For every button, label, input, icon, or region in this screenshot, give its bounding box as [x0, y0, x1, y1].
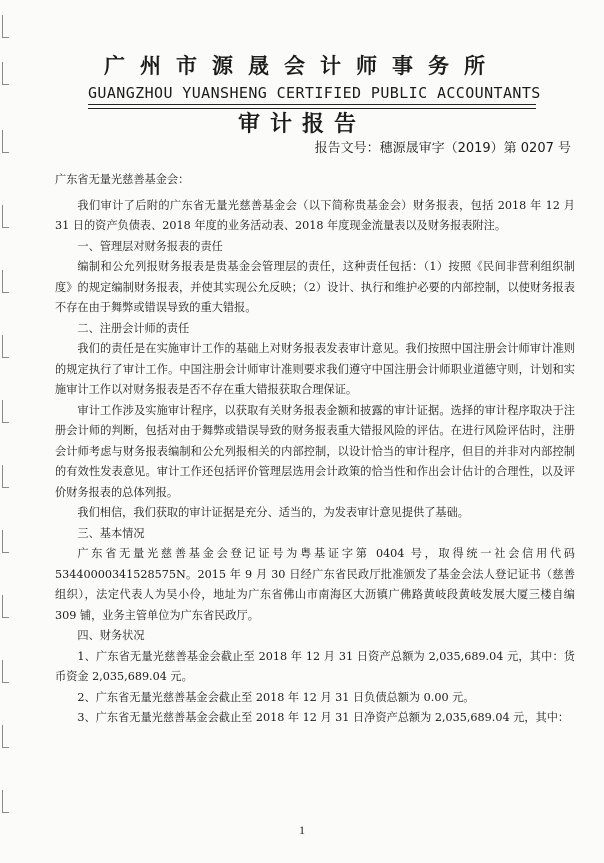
- firm-name-english: GUANGZHOU YUANSHENG CERTIFIED PUBLIC ACCOUNTANTS: [88, 84, 541, 102]
- binding-tick: [2, 400, 9, 423]
- section-heading-auditor: 二、注册会计师的责任: [77, 321, 190, 335]
- binding-tick: [2, 725, 9, 748]
- section-heading-basic-info: 三、基本情况: [77, 526, 145, 540]
- management-paragraph: 编制和公允列报财务报表是贵基金会管理层的责任，这种责任包括：（1）按照《民间非营利组织制度》的规定编制财务报表，并使其实现公允反映；（2）设计、执行和维护必要的内部控制，以使财务报表不存在由于舞弊或错误导致的重大错报。: [55, 260, 575, 314]
- binding-tick: [2, 15, 9, 38]
- auditor-paragraph: 我们的责任是在实施审计工作的基础上对财务报表发表审计意见。我们按照中国注册会计师审计准则的规定执行了审计工作。中国注册会计师审计准则要求我们遵守中国注册会计师职业道德守则，计划和实施审计工作以对财务报表是否不存在重大错报获取合理保证。: [55, 342, 575, 396]
- binding-tick: [2, 530, 9, 553]
- header-rule: [88, 104, 536, 105]
- report-title: 审计报告: [237, 111, 366, 137]
- addressee: 广东省无量光慈善基金会：: [55, 173, 190, 186]
- binding-tick: [2, 790, 9, 813]
- basic-info-paragraph: 广东省无量光慈善基金会登记证号为粤基证字第 0404 号，取得统一社会信用代码53440000341528575N。2015 年 9 月 30 日经广东省民政厅批准颁发了基金会法人登记证书（慈善组织），法定代表人为吴小伶，地址为广东省佛山市南海区大沥镇广佛路黄岐段黄岐发展大厦三楼自编 309 铺，业务主管单位为广东省民政厅。: [55, 547, 575, 622]
- binding-tick: [2, 660, 9, 683]
- intro-paragraph: 我们审计了后附的广东省无量光慈善基金会（以下简称贵基金会）财务报表，包括 2018 年 12 月 31 日的资产负债表、2018 年度的业务活动表、2018 年度现金流量表以及财务报表附注。: [55, 198, 575, 232]
- financial-item: 2、广东省无量光慈善基金会截止至 2018 年 12 月 31 日负债总额为 0.00 元。: [77, 690, 475, 704]
- financial-item: 1、广东省无量光慈善基金会截止至 2018 年 12 月 31 日资产总额为 2,035,689.04 元，其中：货币资金 2,035,689.04 元。: [55, 649, 575, 683]
- binding-tick: [2, 205, 9, 228]
- page-number: 1: [299, 823, 305, 837]
- auditor-paragraph: 我们相信，我们获取的审计证据是充分、适当的，为发表审计意见提供了基础。: [77, 506, 469, 519]
- binding-tick: [2, 595, 9, 618]
- section-heading-financial-status: 四、财务状况: [77, 629, 145, 642]
- report-reference-number: 报告文号：穗源晟审字（2019）第 0207 号: [314, 141, 571, 156]
- binding-tick: [2, 335, 9, 358]
- binding-tick: [2, 465, 9, 488]
- report-body: [55, 170, 575, 729]
- auditor-paragraph: 审计工作涉及实施审计程序，以获取有关财务报表金额和披露的审计证据。选择的审计程序取决于注册会计师的判断，包括对由于舞弊或错误导致的财务报表重大错报风险的评估。在进行风险评估时，注册会计师考虑与财务报表编制和公允列报相关的内部控制，以设计恰当的审计程序，但目的并非对内部控制的有效性发表意见。审计工作还包括评价管理层选用会计政策的恰当性和作出会计估计的合理性，以及评价财务报表的总体列报。: [55, 403, 575, 499]
- binding-tick: [2, 270, 9, 293]
- firm-name-chinese: 广州市源晟会计师事务所: [104, 53, 500, 78]
- section-heading-management: 一、管理层对财务报表的责任: [77, 239, 223, 253]
- financial-item: 3、广东省无量光慈善基金会截止至 2018 年 12 月 31 日净资产总额为 2,035,689.04 元，其中：: [77, 711, 570, 724]
